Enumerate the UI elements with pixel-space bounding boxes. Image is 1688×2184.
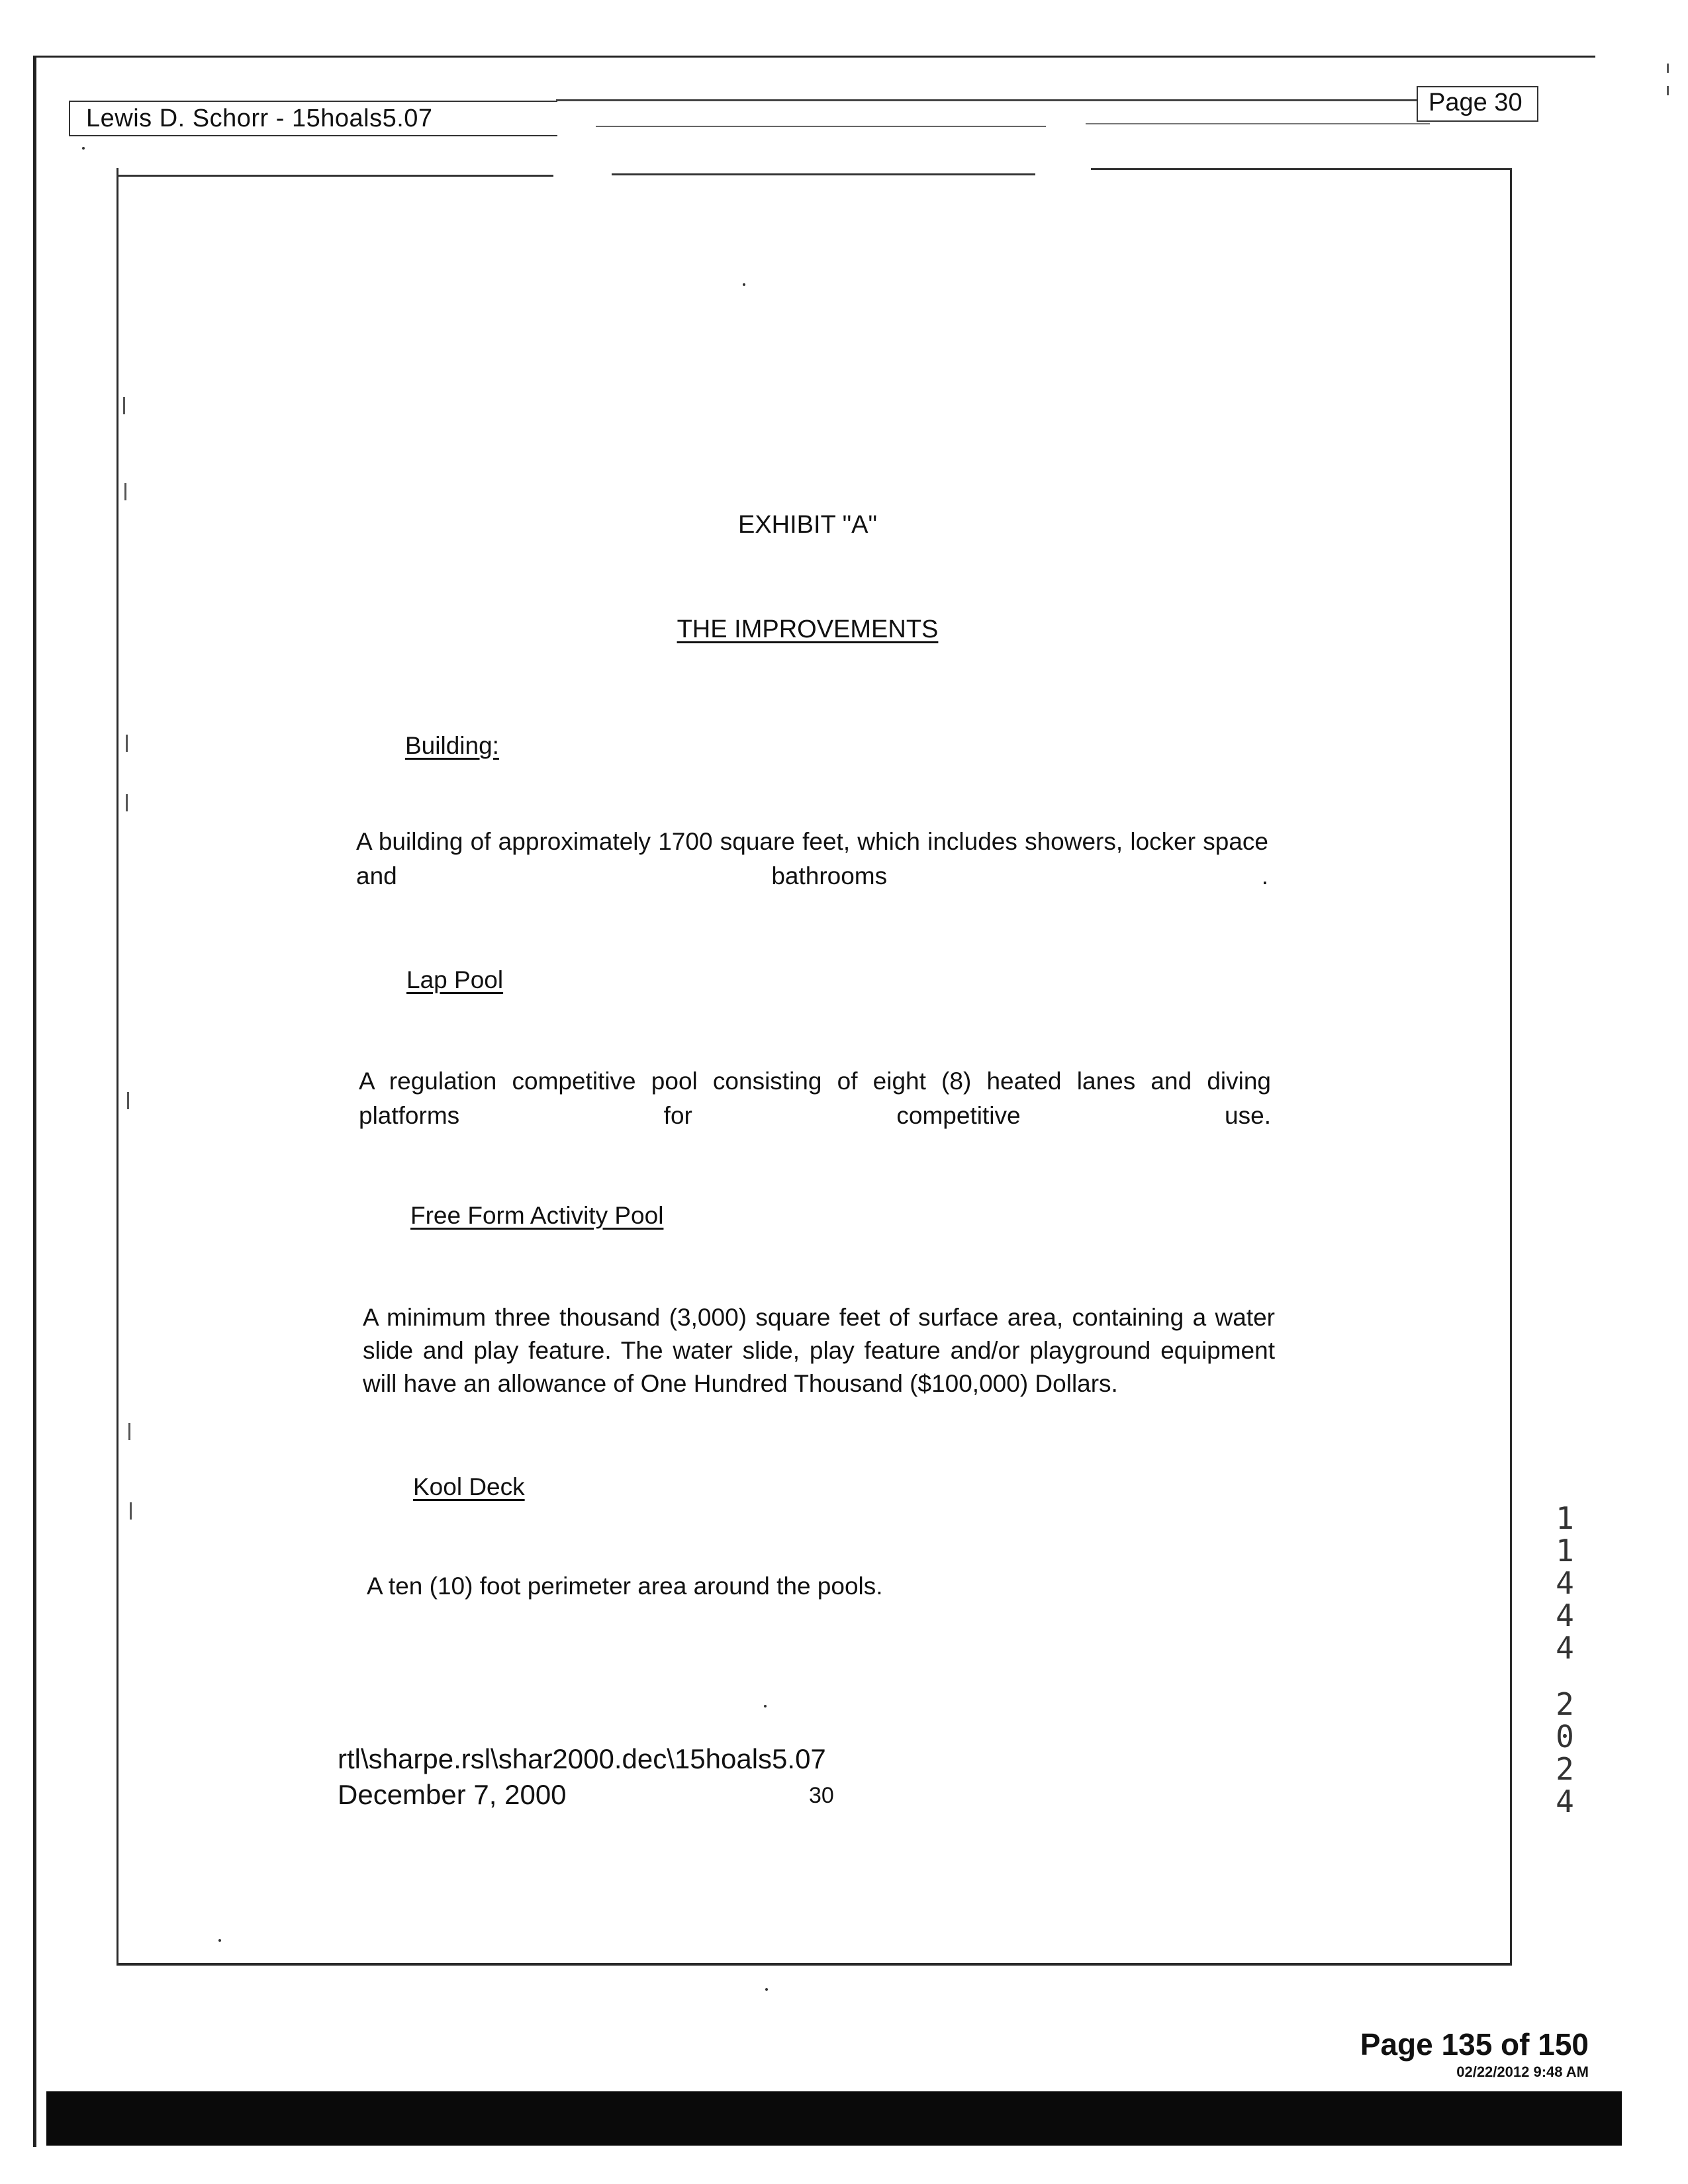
header-title: Lewis D. Schorr - 15hoals5.07 — [86, 105, 433, 132]
section-label-building: Building: — [405, 732, 499, 759]
printout-timestamp: 02/22/2012 9:48 AM — [1456, 2064, 1589, 2080]
bates-stamp — [1549, 1502, 1581, 1818]
section-label-free-form-pool: Free Form Activity Pool — [410, 1202, 664, 1229]
scan-speck — [218, 1939, 221, 1942]
exhibit-title: EXHIBIT "A" — [737, 511, 877, 539]
bates-digit: 1 — [1556, 1500, 1574, 1536]
header-rule — [556, 99, 1417, 101]
section-heading: THE IMPROVEMENTS — [677, 615, 939, 643]
scan-mark — [126, 794, 128, 811]
scan-mark — [126, 735, 128, 752]
scan-top-border — [33, 56, 1595, 58]
bates-digit: 4 — [1556, 1784, 1574, 1819]
bates-digit: 4 — [1556, 1630, 1574, 1666]
header-rule — [596, 126, 1046, 127]
scan-mark — [128, 1423, 130, 1440]
document-frame-top — [612, 173, 1035, 175]
scan-left-border — [33, 56, 36, 2147]
section-text-free-form-pool: A minimum three thousand (3,000) square feet of surface area, containing a water slide and play feature. The water slide, play feature and/or playground equipment will have an allowance of One Hundred Thousand ($100,000) Dollars. — [363, 1304, 1275, 1397]
bates-digit: 2 — [1556, 1686, 1574, 1722]
document-frame-top — [1091, 168, 1512, 170]
scan-speck — [82, 147, 85, 150]
section-label-kool-deck: Kool Deck — [413, 1473, 525, 1500]
bates-digit: 4 — [1556, 1565, 1574, 1601]
scan-mark — [1667, 86, 1669, 95]
page-tab-label: Page 30 — [1429, 89, 1523, 116]
scan-speck — [765, 1988, 768, 1991]
scan-speck — [764, 1705, 767, 1707]
printout-page-count: Page 135 of 150 — [1360, 2027, 1589, 2062]
scan-mark — [124, 483, 126, 500]
scan-mark — [130, 1502, 132, 1520]
scan-mark — [1667, 64, 1669, 73]
section-label-lap-pool: Lap Pool — [406, 966, 504, 993]
scan-bottom-bar — [46, 2091, 1622, 2146]
section-text-lap-pool: A regulation competitive pool consisting of eight (8) heated lanes and diving platforms for competitive use. — [359, 1068, 1271, 1129]
scan-mark — [127, 1092, 129, 1109]
footer-date: December 7, 2000 — [338, 1779, 567, 1810]
bates-digit: 1 — [1556, 1533, 1574, 1569]
scan-speck — [743, 283, 745, 286]
footer-file-path: rtl\sharpe.rsl\shar2000.dec\15hoals5.07 — [338, 1743, 826, 1774]
bates-digit: 0 — [1556, 1719, 1574, 1754]
bates-gap — [1549, 1664, 1581, 1688]
scan-mark — [123, 397, 125, 414]
bates-digit: 2 — [1556, 1751, 1574, 1787]
header-rule — [1086, 123, 1430, 124]
section-text-building: A building of approximately 1700 square feet, which includes showers, locker space and bathrooms . — [356, 828, 1268, 889]
section-text-kool-deck: A ten (10) foot perimeter area around the pools. — [367, 1572, 883, 1600]
footer-page-number: 30 — [809, 1783, 834, 1808]
document-frame-top — [117, 175, 553, 177]
bates-digit: 4 — [1556, 1598, 1574, 1633]
